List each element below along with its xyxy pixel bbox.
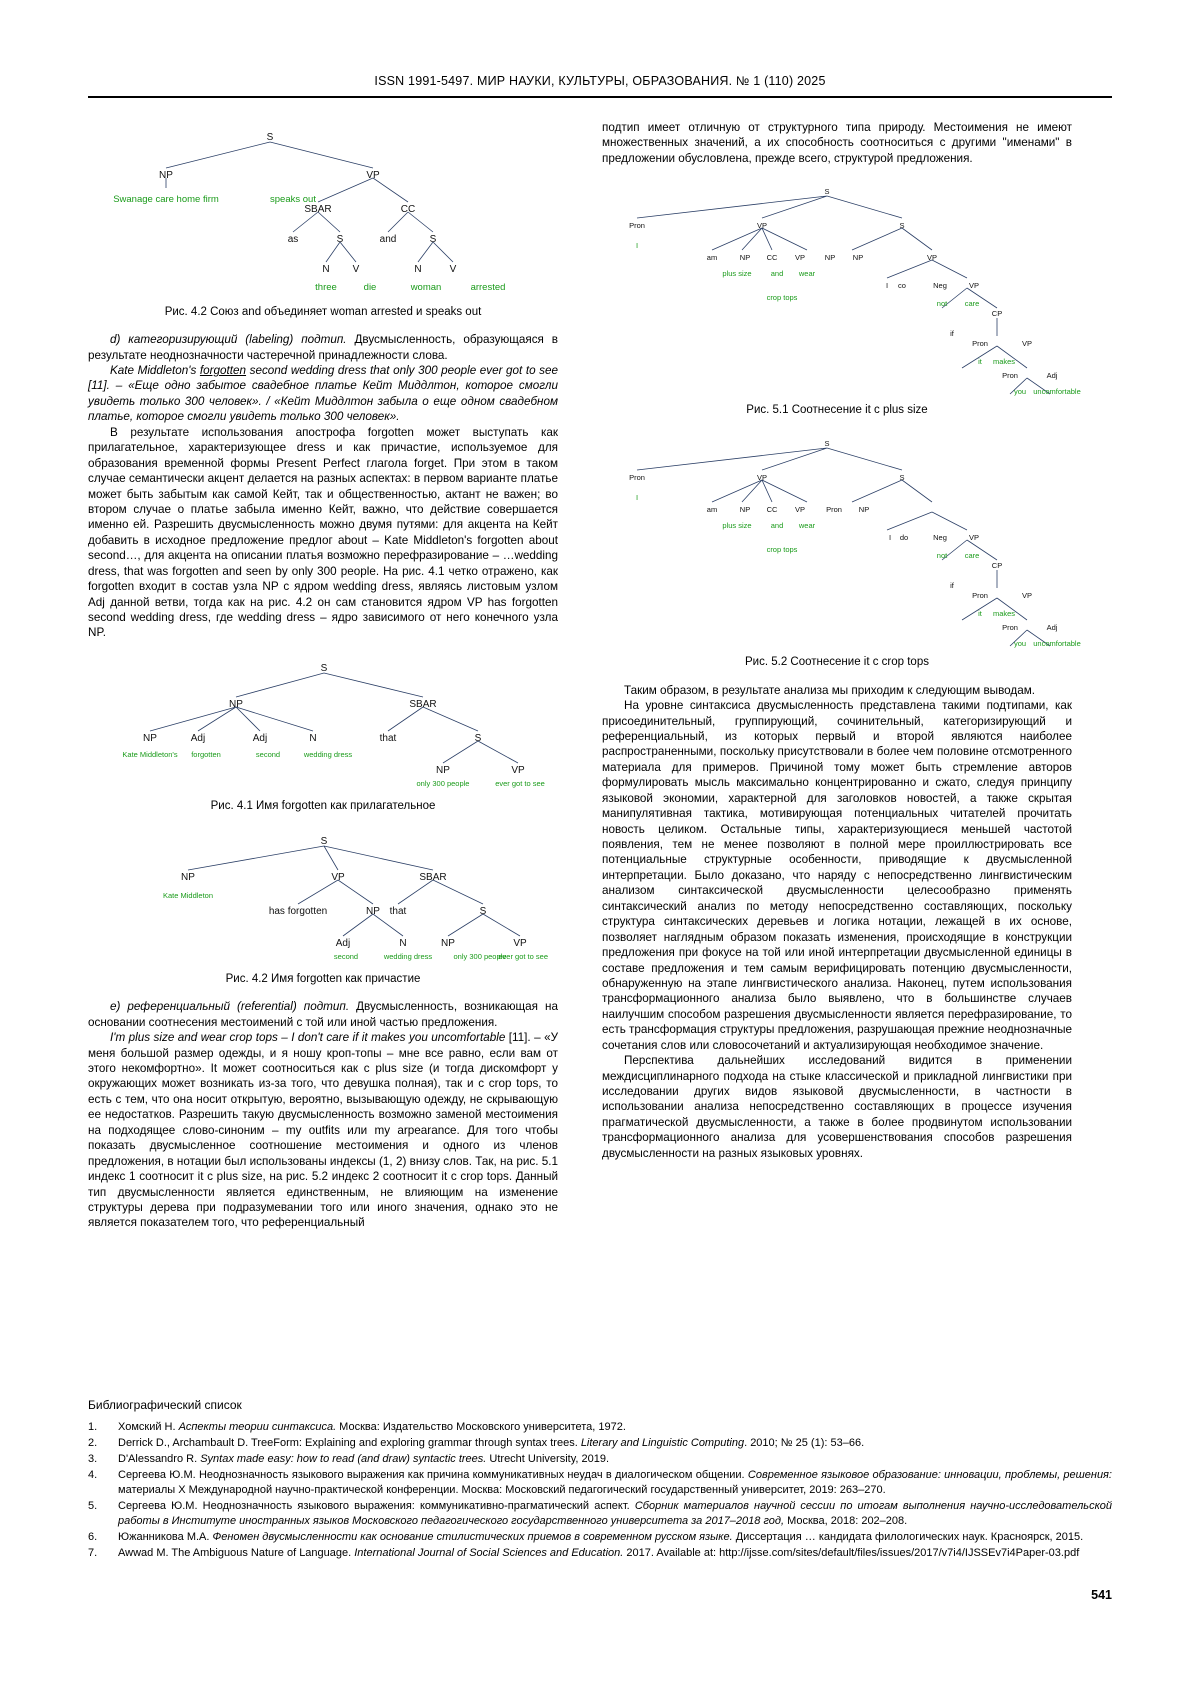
svg-text:makes: makes — [992, 609, 1016, 619]
svg-text:three: three — [315, 282, 337, 293]
svg-text:S: S — [824, 439, 830, 449]
bibliography-entry-text: Сборник материалов научной сессии по итогам выполнения научно-исследовательской работы в Институте иностранных языков Московского педагогического государственного университета за 2017–2018 год, — [118, 1500, 1112, 1527]
svg-text:ever got to see: ever got to see — [495, 778, 545, 788]
svg-text:I: I — [635, 493, 639, 503]
svg-text:VP: VP — [1021, 339, 1033, 349]
svg-text:NP: NP — [436, 764, 450, 776]
bibliography-title: Библиографический список — [88, 1398, 242, 1412]
svg-text:NP: NP — [824, 253, 836, 263]
svg-text:plus size: plus size — [722, 521, 752, 531]
bibliography-entry — [88, 1436, 1112, 1451]
bibliography-entry-number: 3. — [88, 1453, 98, 1466]
svg-text:makes: makes — [992, 357, 1016, 367]
svg-text:S: S — [320, 836, 328, 848]
bibliography-entry — [88, 1530, 1112, 1545]
bibliography-entry-text: D'Alessandro R. — [118, 1453, 201, 1466]
bibliography-entry-number: 7. — [88, 1547, 98, 1559]
bibliography-entry-text: Южанникова М.А. — [118, 1530, 213, 1543]
svg-text:I: I — [888, 533, 892, 543]
figure-41-tree — [88, 653, 558, 794]
svg-text:Adj: Adj — [1046, 623, 1058, 633]
svg-text:if: if — [950, 329, 954, 339]
paragraph-d — [88, 332, 558, 363]
svg-text:not: not — [936, 299, 948, 309]
example-1b: second wedding dress that only 300 people ever got to see — [246, 364, 558, 378]
svg-text:Neg: Neg — [933, 533, 947, 543]
svg-text:care: care — [964, 551, 980, 561]
page-number: 541 — [1091, 1588, 1112, 1602]
svg-text:arrested: arrested — [470, 282, 506, 293]
svg-text:CP: CP — [991, 309, 1003, 319]
paragraph-e — [88, 999, 558, 1030]
svg-text:Adj: Adj — [190, 732, 206, 744]
svg-text:co: co — [898, 281, 906, 291]
bibliography-entry-text: Literary and Linguistic Computing — [580, 1437, 745, 1450]
svg-text:crop tops: crop tops — [766, 293, 798, 303]
svg-text:Pron: Pron — [1002, 371, 1018, 381]
paragraph-e-text: Двусмысленность, возникающая на основании соотнесения местоимений с той или иной частью предложения. — [88, 1000, 558, 1029]
svg-text:Pron: Pron — [629, 221, 645, 231]
bibliography-entry-text: International Journal of Social Sciences and Education. — [354, 1547, 624, 1559]
svg-text:as: as — [287, 234, 299, 245]
example-2-english: I'm plus size and wear crop tops – I don't care if it makes you uncomfortable — [110, 1031, 506, 1045]
right-paragraph-3: На уровне синтаксиса двусмысленность представлена такими подтипами, как присоединительный, группирующий, сочинительный, категоризирующий и референциальный, из которых первый и второй являются наиболее распространенными, поскольку присутствовали в более чем половине отсмотренного материала для примеров. Причиной тому может быть стремление авторов формулировать мысль максимально концентрированно и сжато, следуя принципу языковой экономии, характерной для заголовков новостей, а также скрытая манипулятивная тактика, мотивирующая потенциальных читателей прочитать новость целиком. Остальные типы, характеризующиеся меньшей частотой появления, тем не менее позволяют в полной мере проиллюстрировать все потенциальные структурные особенности, приводящие к двусмысленной интерпретации. Было доказано, что наряду с непосредственно лингвистическим анализом синтаксической двусмысленности целесообразно применять синтаксический анализ по методу непосредственно составляющих, поскольку структура синтаксических деревьев и логика нотации, лежащей в их основе, позволяет наглядным образом показать изменения, происходящие в конструкции предложения при фокусе на той или иной интерпретации двусмысленной единицы в составе предложения и тем самым верифицировать потенцию двусмысленности, обнаруженную на этапе лингвистического анализа. Наконец, путем использования трансформационного анализа было выявлено, что в большинстве случаев наилучшим способом разрешения двусмысленности является перефразирование, то есть трансформация структуры предложения, разрушающая прежние неоднозначные сочетания слов или словосочетаний и актуализирующая необходимое значение. — [602, 699, 1072, 1052]
svg-text:SBAR: SBAR — [409, 698, 437, 710]
svg-text:NP: NP — [441, 938, 455, 950]
svg-text:Adj: Adj — [252, 732, 268, 744]
svg-text:VP: VP — [513, 938, 527, 950]
svg-text:CC: CC — [766, 253, 778, 263]
svg-text:Pron: Pron — [972, 591, 988, 601]
svg-text:VP: VP — [968, 281, 980, 291]
bibliography-entry-text: Феномен двусмысленности как основание стилистических приемов в современном русском языке. — [212, 1530, 733, 1543]
svg-text:S: S — [320, 662, 328, 674]
svg-text:S: S — [429, 234, 437, 245]
svg-text:SBAR: SBAR — [304, 204, 332, 215]
bibliography-entry-number: 2. — [88, 1437, 98, 1450]
svg-text:VP: VP — [1021, 591, 1033, 601]
figure-41-caption — [88, 799, 558, 814]
svg-text:N: N — [309, 732, 317, 744]
svg-text:plus size: plus size — [722, 269, 752, 279]
svg-text:second: second — [333, 952, 359, 962]
svg-text:VP: VP — [926, 253, 938, 263]
svg-text:CP: CP — [991, 561, 1003, 571]
svg-text:CC: CC — [400, 204, 416, 215]
running-head: ISSN 1991-5497. МИР НАУКИ, КУЛЬТУРЫ, ОБРАЗОВАНИЯ. № 1 (110) 2025 — [374, 74, 826, 88]
svg-text:speaks out: speaks out — [270, 194, 316, 205]
svg-text:NP: NP — [852, 253, 864, 263]
svg-text:that: that — [389, 906, 407, 918]
svg-text:Pron: Pron — [826, 505, 842, 515]
svg-text:uncomfortable: uncomfortable — [1033, 639, 1081, 649]
svg-text:it: it — [978, 609, 982, 619]
svg-text:only 300 people: only 300 people — [453, 952, 507, 962]
svg-text:not: not — [936, 551, 948, 561]
right-paragraph-1: подтип имеет отличную от структурного типа природу. Местоимения не имеют множественных значений, а их способность соотноситься с другими "именами" в предложении обусловлена, прежде всего, структурой предложения. — [602, 121, 1072, 165]
bibliography-entry-number: 1. — [88, 1421, 98, 1433]
svg-text:wedding dress: wedding dress — [383, 952, 433, 962]
svg-text:VP: VP — [331, 872, 345, 884]
svg-text:woman: woman — [410, 282, 442, 293]
svg-text:S: S — [266, 132, 274, 143]
label-d: d) категоризирующий (labeling) подтип. — [110, 333, 347, 347]
figure-42-top-tree — [88, 120, 558, 300]
bibliography-entry-text: 2017. Available at: http://ijsse.com/sites/default/files/issues/2017/v7i4/IJSSEv7i4Paper-03.pdf — [623, 1547, 1080, 1559]
svg-text:VP: VP — [366, 170, 380, 181]
svg-text:CC: CC — [766, 505, 778, 515]
svg-text:S: S — [899, 473, 905, 483]
svg-text:wear: wear — [798, 521, 816, 531]
svg-text:forgotten: forgotten — [191, 749, 221, 759]
svg-text:and: and — [770, 521, 784, 531]
svg-text:NP: NP — [739, 505, 751, 515]
bibliography-entry-text: Syntax made easy: how to read (and draw) syntactic trees. — [200, 1453, 487, 1466]
paragraph-analysis-1: В результате использования апострофа forgotten может выступать как прилагательное, характеризующее dress и как причастие, используемое для образования временной формы Present Perfect глагола forget. При этом в таком случае семантически акцент делается на разных аспектах: в первом варианте платье может быть забытым как самой Кейт, так и общественностью, актант не важен; во втором случае о платье забыла именно Кейт, важно, что действие совершается именно ей. Разрешить двусмысленность можно двумя путями: для акцента на Кейт добавить в исходное предложение предлог about – Kate Middleton's forgotten about second…, для акцента на описании платья возможно перефразирование – …wedding dress, that was forgotten and seen by only 300 people. На рис. 4.1 четко отражено, как forgotten входит в состав узла NP с ядром wedding dress, являясь листовым узлом Adj данной ветви, тогда как на рис. 4.2 он сам становится ядром VP has forgotten second wedding dress, где wedding dress – ядро зависимого от него конечного узла NP. — [88, 425, 558, 640]
svg-text:VP: VP — [794, 253, 806, 263]
svg-text:Adj: Adj — [1046, 371, 1058, 381]
bibliography-entry-text: Derrick D., Archambault D. TreeForm: Explaining and exploring grammar through syntax trees. — [118, 1437, 581, 1450]
svg-text:has forgotten: has forgotten — [268, 906, 328, 918]
svg-text:S: S — [336, 234, 344, 245]
bibliography-entry — [88, 1468, 1112, 1497]
svg-text:Kate Middleton's: Kate Middleton's — [122, 749, 178, 759]
bibliography-entry-text: Сергеева Ю.М. Неоднозначность языкового выражения как причина коммуникативных неудач в диалогическом общении. — [118, 1469, 748, 1482]
figure-51-caption: Рис. 5.1 Соотнесение it с plus size — [746, 404, 928, 417]
svg-text:crop tops: crop tops — [766, 545, 798, 555]
svg-text:second: second — [255, 749, 281, 759]
bibliography-entry-number: 4. — [88, 1469, 98, 1482]
example-1c: [11]. – «Еще одно забытое свадебное платье Кейт Миддлтон, которое смогли увидеть только 300 человек». / «Кейт Миддлтон забыла о еще одном свадебном платье, которое смогли увидеть только 300 человек». — [88, 379, 558, 424]
svg-text:S: S — [899, 221, 905, 231]
svg-text:wedding dress: wedding dress — [303, 749, 353, 759]
bibliography-entry-number: 6. — [88, 1530, 98, 1543]
svg-text:wear: wear — [798, 269, 816, 279]
svg-text:and: and — [770, 269, 784, 279]
svg-text:SBAR: SBAR — [419, 872, 447, 884]
svg-text:do: do — [899, 533, 909, 543]
bibliography-entry — [88, 1452, 1112, 1467]
bibliography-entry-text: Utrecht University, 2019. — [486, 1453, 610, 1466]
svg-text:S: S — [474, 732, 482, 744]
svg-text:N: N — [399, 938, 407, 950]
right-paragraph-2: Таким образом, в результате анализа мы приходим к следующим выводам. — [624, 683, 1035, 697]
bibliography-entry-text: Современное языковое образование: инновации, проблемы, решения: — [747, 1469, 1112, 1482]
label-e: e) референциальный (referential) подтип. — [110, 1000, 350, 1014]
svg-text:I: I — [885, 281, 889, 291]
svg-text:I: I — [635, 241, 639, 251]
bibliography-entry-text: материалы X Международной научно-практической конференции. Москва: Московский педагогический государственный университет, 2019: 263–270. — [118, 1484, 886, 1496]
svg-text:Kate Middleton: Kate Middleton — [162, 891, 214, 901]
svg-text:only 300 people: only 300 people — [416, 778, 470, 788]
svg-text:uncomfortable: uncomfortable — [1033, 387, 1081, 397]
svg-text:N: N — [322, 264, 330, 275]
bibliography-entry — [88, 1546, 1112, 1561]
bibliography-entry — [88, 1420, 1112, 1435]
right-paragraph-4: Перспектива дальнейших исследований видится в применении междисциплинарного подхода на стыке классической и прикладной лингвистики при исследовании других видов языковой двусмысленности, в частности в использовании анализа непосредственно составляющих в процессе изучения прагматической двусмысленности, а также в более продвинутом использовании трансформационного анализа для усовершенствования способов разрешения двусмысленности на разных языковых уровнях. — [602, 1054, 1072, 1160]
bibliography-list — [88, 1420, 1112, 1562]
right-column — [602, 120, 1081, 1161]
figure-41-caption-text: Рис. 4.1 Имя forgotten как прилагательное — [210, 799, 436, 812]
svg-text:S: S — [479, 906, 487, 918]
svg-text:am: am — [706, 505, 718, 515]
example-1-underlined: forgotten — [199, 364, 247, 378]
bibliography-entry-text: Аспекты теории синтаксиса. — [178, 1421, 337, 1433]
bibliography-entry-number: 5. — [88, 1500, 98, 1513]
bibliography-entry-text: . 2010; № 25 (1): 53–66. — [744, 1437, 865, 1450]
svg-text:am: am — [706, 253, 718, 263]
svg-text:that: that — [379, 732, 397, 744]
bibliography-entry-text: Awwad M. The Ambiguous Nature of Language. — [118, 1547, 355, 1559]
bibliography-entry-text: Сергеева Ю.М. Неоднозначность языкового выражения: коммуникативно-прагматический аспект. — [118, 1500, 635, 1513]
svg-text:V: V — [352, 264, 360, 275]
header-rule — [88, 96, 1112, 98]
svg-text:NP: NP — [143, 732, 157, 744]
svg-text:NP: NP — [159, 170, 173, 181]
figure-52-caption: Рис. 5.2 Соотнесение it с crop tops — [745, 656, 929, 669]
svg-text:and: and — [379, 234, 397, 245]
paragraph-example-1 — [88, 363, 558, 425]
svg-text:Adj: Adj — [335, 938, 351, 950]
svg-text:ever got to see: ever got to see — [498, 952, 548, 962]
svg-text:VP: VP — [756, 473, 768, 483]
svg-text:you: you — [1013, 639, 1027, 649]
svg-text:N: N — [414, 264, 422, 275]
bibliography-entry-text: Москва, 2018: 202–208. — [784, 1514, 908, 1527]
svg-text:if: if — [950, 581, 954, 591]
svg-text:you: you — [1013, 387, 1027, 397]
paragraph-example-2 — [88, 1030, 558, 1231]
paragraph-d-text: Двусмысленность, образующаяся в результате неоднозначности частеречной принадлежности слова. — [88, 333, 558, 362]
svg-text:VP: VP — [794, 505, 806, 515]
left-column — [88, 120, 558, 1231]
svg-text:NP: NP — [366, 906, 380, 918]
svg-text:Pron: Pron — [1002, 623, 1018, 633]
svg-text:die: die — [363, 282, 377, 293]
example-1a: Kate Middleton's — [110, 364, 200, 378]
figure-52-tree — [602, 430, 1081, 650]
svg-text:NP: NP — [181, 872, 195, 884]
svg-text:V: V — [449, 264, 457, 275]
svg-text:NP: NP — [739, 253, 751, 263]
figure-42-bottom-caption: Рис. 4.2 Имя forgotten как причастие — [225, 973, 421, 986]
figure-42-bottom-tree — [88, 826, 558, 967]
svg-text:care: care — [964, 299, 980, 309]
bibliography-entry-text: Москва: Издательство Московского университета, 1972. — [336, 1421, 626, 1433]
example-2-translation: [11]. – «У меня большой размер одежды, и я ношу кроп-топы – мне все равно, если вам от этого некомфортно». It может соотноситься как с plus size (и тогда дискомфорт у окружающих может возникать из-за того, что девушка полная), так и с crop tops, то есть с тем, что она носит открытую, вероятно, вызывающую одежду, не скрывающую ее недостатков. Разрешить такую двусмысленность возможно заменой местоимения на подходящее слово-синоним – my outfits или my arpearance. Для того чтобы показать двусмысленное соотношение местоимения и одного из членов предложения, в нотации был использованы индексы (1, 2) внизу слов. Так, на рис. 5.1 индекс 1 соотносит it с plus size, на рис. 5.2 индекс 2 соотносит it с crop tops. Данный тип двусмысленности является единственным, не влияющим на изменение структуры дерева при подразумевании того или иного значения, однако это не является показателем того, что референциальный — [88, 1031, 558, 1230]
svg-text:Swanage care home firm: Swanage care home firm — [113, 194, 219, 205]
svg-text:VP: VP — [968, 533, 980, 543]
svg-text:it: it — [978, 357, 982, 367]
bibliography-entry-text: Диссертация … кандидата филологических наук. Красноярск, 2015. — [732, 1530, 1084, 1543]
svg-text:S: S — [824, 187, 830, 197]
svg-text:VP: VP — [756, 221, 768, 231]
svg-text:VP: VP — [511, 764, 525, 776]
svg-text:Pron: Pron — [629, 473, 645, 483]
svg-text:NP: NP — [858, 505, 870, 515]
figure-42-top-caption: Рис. 4.2 Союз and объединяет woman arrested и speaks out — [164, 306, 482, 318]
bibliography-entry-text: Хомский Н. — [118, 1421, 179, 1433]
figure-51-tree — [602, 178, 1081, 398]
bibliography-entry — [88, 1499, 1112, 1528]
svg-text:NP: NP — [229, 698, 243, 710]
svg-text:Neg: Neg — [933, 281, 947, 291]
svg-text:Pron: Pron — [972, 339, 988, 349]
